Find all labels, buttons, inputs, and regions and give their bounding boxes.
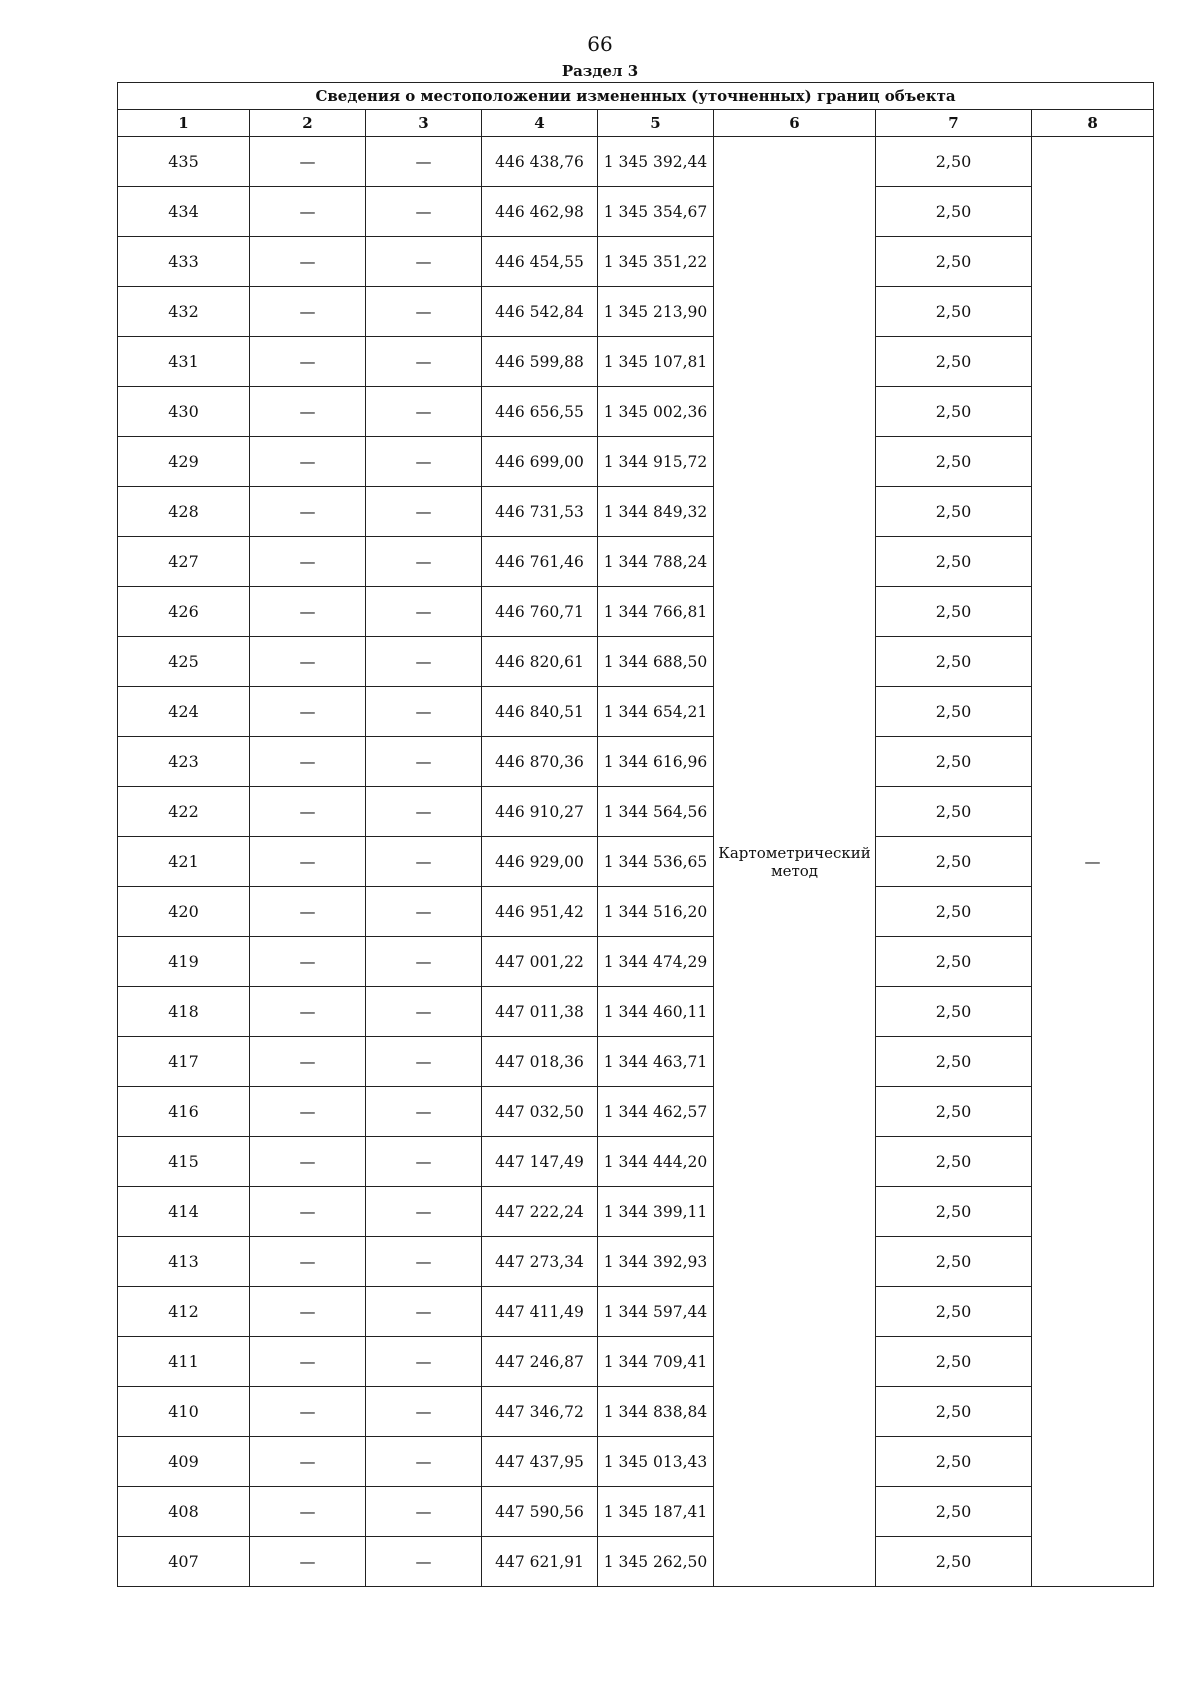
y-coordinate-cell: 1 344 849,32 — [598, 487, 714, 537]
y-coordinate-cell: 1 344 616,96 — [598, 737, 714, 787]
y-coordinate-cell: 1 345 107,81 — [598, 337, 714, 387]
column2-cell: — — [250, 637, 366, 687]
x-coordinate-cell: 447 018,36 — [482, 1037, 598, 1087]
accuracy-cell: 2,50 — [876, 387, 1032, 437]
y-coordinate-cell: 1 344 474,29 — [598, 937, 714, 987]
x-coordinate-cell: 446 454,55 — [482, 237, 598, 287]
column3-cell: — — [366, 787, 482, 837]
x-coordinate-cell: 447 222,24 — [482, 1187, 598, 1237]
x-coordinate-cell: 446 656,55 — [482, 387, 598, 437]
point-number-cell: 412 — [118, 1287, 250, 1337]
point-number-cell: 407 — [118, 1537, 250, 1587]
y-coordinate-cell: 1 345 187,41 — [598, 1487, 714, 1537]
table-row — [118, 1287, 1154, 1337]
table-row — [118, 437, 1154, 487]
point-number-cell: 417 — [118, 1037, 250, 1087]
point-number-cell: 426 — [118, 587, 250, 637]
accuracy-cell: 2,50 — [876, 537, 1032, 587]
point-number-cell: 414 — [118, 1187, 250, 1237]
column2-cell: — — [250, 1187, 366, 1237]
table-row — [118, 937, 1154, 987]
y-coordinate-cell: 1 344 536,65 — [598, 837, 714, 887]
x-coordinate-cell: 447 346,72 — [482, 1387, 598, 1437]
y-coordinate-cell: 1 344 516,20 — [598, 887, 714, 937]
column3-cell: — — [366, 637, 482, 687]
y-coordinate-cell: 1 344 444,20 — [598, 1137, 714, 1187]
table-caption: Сведения о местоположении измененных (уточненных) границ объекта — [118, 83, 1154, 110]
column2-cell: — — [250, 437, 366, 487]
x-coordinate-cell: 447 621,91 — [482, 1537, 598, 1587]
x-coordinate-cell: 446 599,88 — [482, 337, 598, 387]
accuracy-cell: 2,50 — [876, 1187, 1032, 1237]
x-coordinate-cell: 446 542,84 — [482, 287, 598, 337]
table-row — [118, 1137, 1154, 1187]
x-coordinate-cell: 446 438,76 — [482, 137, 598, 187]
table-row — [118, 837, 1154, 887]
accuracy-cell: 2,50 — [876, 1337, 1032, 1387]
column2-cell: — — [250, 137, 366, 187]
accuracy-cell: 2,50 — [876, 287, 1032, 337]
point-number-cell: 421 — [118, 837, 250, 887]
table-row — [118, 1487, 1154, 1537]
column3-cell: — — [366, 1387, 482, 1437]
column2-cell: — — [250, 1437, 366, 1487]
y-coordinate-cell: 1 344 460,11 — [598, 987, 714, 1037]
point-number-cell: 427 — [118, 537, 250, 587]
column3-cell: — — [366, 737, 482, 787]
column2-cell: — — [250, 1337, 366, 1387]
accuracy-cell: 2,50 — [876, 737, 1032, 787]
column2-cell: — — [250, 237, 366, 287]
y-coordinate-cell: 1 344 915,72 — [598, 437, 714, 487]
table-row — [118, 1087, 1154, 1137]
point-number-cell: 434 — [118, 187, 250, 237]
x-coordinate-cell: 446 820,61 — [482, 637, 598, 687]
point-number-cell: 418 — [118, 987, 250, 1037]
column3-cell: — — [366, 387, 482, 437]
accuracy-cell: 2,50 — [876, 437, 1032, 487]
y-coordinate-cell: 1 344 709,41 — [598, 1337, 714, 1387]
column3-cell: — — [366, 1487, 482, 1537]
accuracy-cell: 2,50 — [876, 137, 1032, 187]
column2-cell: — — [250, 1087, 366, 1137]
column2-cell: — — [250, 387, 366, 437]
table-row — [118, 687, 1154, 737]
y-coordinate-cell: 1 345 213,90 — [598, 287, 714, 337]
accuracy-cell: 2,50 — [876, 637, 1032, 687]
table-row — [118, 287, 1154, 337]
accuracy-cell: 2,50 — [876, 1037, 1032, 1087]
accuracy-cell: 2,50 — [876, 1437, 1032, 1487]
accuracy-cell: 2,50 — [876, 1137, 1032, 1187]
y-coordinate-cell: 1 345 392,44 — [598, 137, 714, 187]
point-number-cell: 419 — [118, 937, 250, 987]
accuracy-cell: 2,50 — [876, 1287, 1032, 1337]
y-coordinate-cell: 1 344 462,57 — [598, 1087, 714, 1137]
column2-cell: — — [250, 987, 366, 1037]
column3-cell: — — [366, 237, 482, 287]
column-number: 7 — [876, 110, 1032, 137]
table-row — [118, 237, 1154, 287]
y-coordinate-cell: 1 344 597,44 — [598, 1287, 714, 1337]
x-coordinate-cell: 447 001,22 — [482, 937, 598, 987]
accuracy-cell: 2,50 — [876, 787, 1032, 837]
column3-cell: — — [366, 437, 482, 487]
y-coordinate-cell: 1 344 654,21 — [598, 687, 714, 737]
accuracy-cell: 2,50 — [876, 1237, 1032, 1287]
column3-cell: — — [366, 1437, 482, 1487]
column2-cell: — — [250, 1487, 366, 1537]
point-number-cell: 428 — [118, 487, 250, 537]
column3-cell: — — [366, 1537, 482, 1587]
table-row — [118, 1437, 1154, 1487]
table-body — [118, 137, 1154, 1587]
x-coordinate-cell: 446 910,27 — [482, 787, 598, 837]
column3-cell: — — [366, 1187, 482, 1237]
accuracy-cell: 2,50 — [876, 887, 1032, 937]
x-coordinate-cell: 446 951,42 — [482, 887, 598, 937]
accuracy-cell: 2,50 — [876, 687, 1032, 737]
column3-cell: — — [366, 287, 482, 337]
y-coordinate-cell: 1 344 838,84 — [598, 1387, 714, 1437]
accuracy-cell: 2,50 — [876, 937, 1032, 987]
x-coordinate-cell: 446 699,00 — [482, 437, 598, 487]
x-coordinate-cell: 447 273,34 — [482, 1237, 598, 1287]
column-number-row — [118, 110, 1154, 137]
column2-cell: — — [250, 487, 366, 537]
column2-cell: — — [250, 1037, 366, 1087]
table-row — [118, 187, 1154, 237]
point-number-cell: 415 — [118, 1137, 250, 1187]
table-row — [118, 487, 1154, 537]
column3-cell: — — [366, 587, 482, 637]
table-row — [118, 1337, 1154, 1387]
y-coordinate-cell: 1 344 688,50 — [598, 637, 714, 687]
column3-cell: — — [366, 837, 482, 887]
x-coordinate-cell: 447 246,87 — [482, 1337, 598, 1387]
column2-cell: — — [250, 787, 366, 837]
column2-cell: — — [250, 737, 366, 787]
column3-cell: — — [366, 937, 482, 987]
column2-cell: — — [250, 1287, 366, 1337]
column2-cell: — — [250, 287, 366, 337]
point-number-cell: 416 — [118, 1087, 250, 1137]
column3-cell: — — [366, 337, 482, 387]
column2-cell: — — [250, 837, 366, 887]
section-title: Раздел 3 — [561, 62, 639, 80]
column3-cell: — — [366, 1237, 482, 1287]
table-row — [118, 1237, 1154, 1287]
x-coordinate-cell: 447 411,49 — [482, 1287, 598, 1337]
y-coordinate-cell: 1 345 351,22 — [598, 237, 714, 287]
point-number-cell: 409 — [118, 1437, 250, 1487]
accuracy-cell: 2,50 — [876, 1387, 1032, 1437]
column3-cell: — — [366, 687, 482, 737]
column2-cell: — — [250, 1537, 366, 1587]
accuracy-cell: 2,50 — [876, 1087, 1032, 1137]
x-coordinate-cell: 447 011,38 — [482, 987, 598, 1037]
table-row — [118, 1187, 1154, 1237]
y-coordinate-cell: 1 344 399,11 — [598, 1187, 714, 1237]
accuracy-cell: 2,50 — [876, 187, 1032, 237]
table-row — [118, 337, 1154, 387]
column2-cell: — — [250, 1237, 366, 1287]
column-number: 3 — [366, 110, 482, 137]
y-coordinate-cell: 1 345 002,36 — [598, 387, 714, 437]
table-row — [118, 1387, 1154, 1437]
table-row — [118, 1537, 1154, 1587]
point-number-cell: 433 — [118, 237, 250, 287]
column2-cell: — — [250, 887, 366, 937]
accuracy-cell: 2,50 — [876, 1537, 1032, 1587]
column3-cell: — — [366, 1087, 482, 1137]
column3-cell: — — [366, 1137, 482, 1187]
y-coordinate-cell: 1 345 354,67 — [598, 187, 714, 237]
accuracy-cell: 2,50 — [876, 237, 1032, 287]
column3-cell: — — [366, 1337, 482, 1387]
accuracy-cell: 2,50 — [876, 487, 1032, 537]
accuracy-cell: 2,50 — [876, 837, 1032, 887]
point-number-cell: 413 — [118, 1237, 250, 1287]
y-coordinate-cell: 1 344 788,24 — [598, 537, 714, 587]
column3-cell: — — [366, 887, 482, 937]
column3-cell: — — [366, 537, 482, 587]
column3-cell: — — [366, 187, 482, 237]
accuracy-cell: 2,50 — [876, 987, 1032, 1037]
column-number: 2 — [250, 110, 366, 137]
column-number: 5 — [598, 110, 714, 137]
table-row — [118, 587, 1154, 637]
y-coordinate-cell: 1 344 766,81 — [598, 587, 714, 637]
point-number-cell: 429 — [118, 437, 250, 487]
table-row — [118, 387, 1154, 437]
y-coordinate-cell: 1 345 262,50 — [598, 1537, 714, 1587]
table-row — [118, 987, 1154, 1037]
x-coordinate-cell: 446 761,46 — [482, 537, 598, 587]
column2-cell: — — [250, 937, 366, 987]
point-number-cell: 422 — [118, 787, 250, 837]
column2-cell: — — [250, 537, 366, 587]
column-number: 6 — [714, 110, 876, 137]
point-number-cell: 408 — [118, 1487, 250, 1537]
x-coordinate-cell: 446 929,00 — [482, 837, 598, 887]
point-number-cell: 420 — [118, 887, 250, 937]
column2-cell: — — [250, 687, 366, 737]
x-coordinate-cell: 447 147,49 — [482, 1137, 598, 1187]
accuracy-cell: 2,50 — [876, 337, 1032, 387]
column2-cell: — — [250, 1387, 366, 1437]
column8-cell: — — [1032, 137, 1154, 1587]
point-number-cell: 410 — [118, 1387, 250, 1437]
column3-cell: — — [366, 487, 482, 537]
method-cell: Картометрический метод — [714, 137, 876, 1587]
x-coordinate-cell: 446 462,98 — [482, 187, 598, 237]
point-number-cell: 431 — [118, 337, 250, 387]
column3-cell: — — [366, 1287, 482, 1337]
point-number-cell: 425 — [118, 637, 250, 687]
point-number-cell: 435 — [118, 137, 250, 187]
table-row — [118, 137, 1154, 187]
table-row — [118, 1037, 1154, 1087]
column2-cell: — — [250, 187, 366, 237]
x-coordinate-cell: 447 590,56 — [482, 1487, 598, 1537]
table-row — [118, 737, 1154, 787]
column-number: 1 — [118, 110, 250, 137]
point-number-cell: 423 — [118, 737, 250, 787]
x-coordinate-cell: 447 437,95 — [482, 1437, 598, 1487]
accuracy-cell: 2,50 — [876, 587, 1032, 637]
column2-cell: — — [250, 337, 366, 387]
column3-cell: — — [366, 1037, 482, 1087]
point-number-cell: 424 — [118, 687, 250, 737]
table-row — [118, 787, 1154, 837]
coordinates-table — [117, 82, 1154, 1587]
x-coordinate-cell: 446 760,71 — [482, 587, 598, 637]
page-number: 66 — [587, 32, 613, 56]
column3-cell: — — [366, 987, 482, 1037]
point-number-cell: 432 — [118, 287, 250, 337]
column-number: 8 — [1032, 110, 1154, 137]
x-coordinate-cell: 447 032,50 — [482, 1087, 598, 1137]
y-coordinate-cell: 1 344 564,56 — [598, 787, 714, 837]
point-number-cell: 430 — [118, 387, 250, 437]
table-row — [118, 887, 1154, 937]
column3-cell: — — [366, 137, 482, 187]
point-number-cell: 411 — [118, 1337, 250, 1387]
x-coordinate-cell: 446 870,36 — [482, 737, 598, 787]
accuracy-cell: 2,50 — [876, 1487, 1032, 1537]
y-coordinate-cell: 1 344 392,93 — [598, 1237, 714, 1287]
x-coordinate-cell: 446 731,53 — [482, 487, 598, 537]
x-coordinate-cell: 446 840,51 — [482, 687, 598, 737]
column-number: 4 — [482, 110, 598, 137]
column2-cell: — — [250, 1137, 366, 1187]
table-row — [118, 537, 1154, 587]
y-coordinate-cell: 1 345 013,43 — [598, 1437, 714, 1487]
column2-cell: — — [250, 587, 366, 637]
table-row — [118, 637, 1154, 687]
y-coordinate-cell: 1 344 463,71 — [598, 1037, 714, 1087]
